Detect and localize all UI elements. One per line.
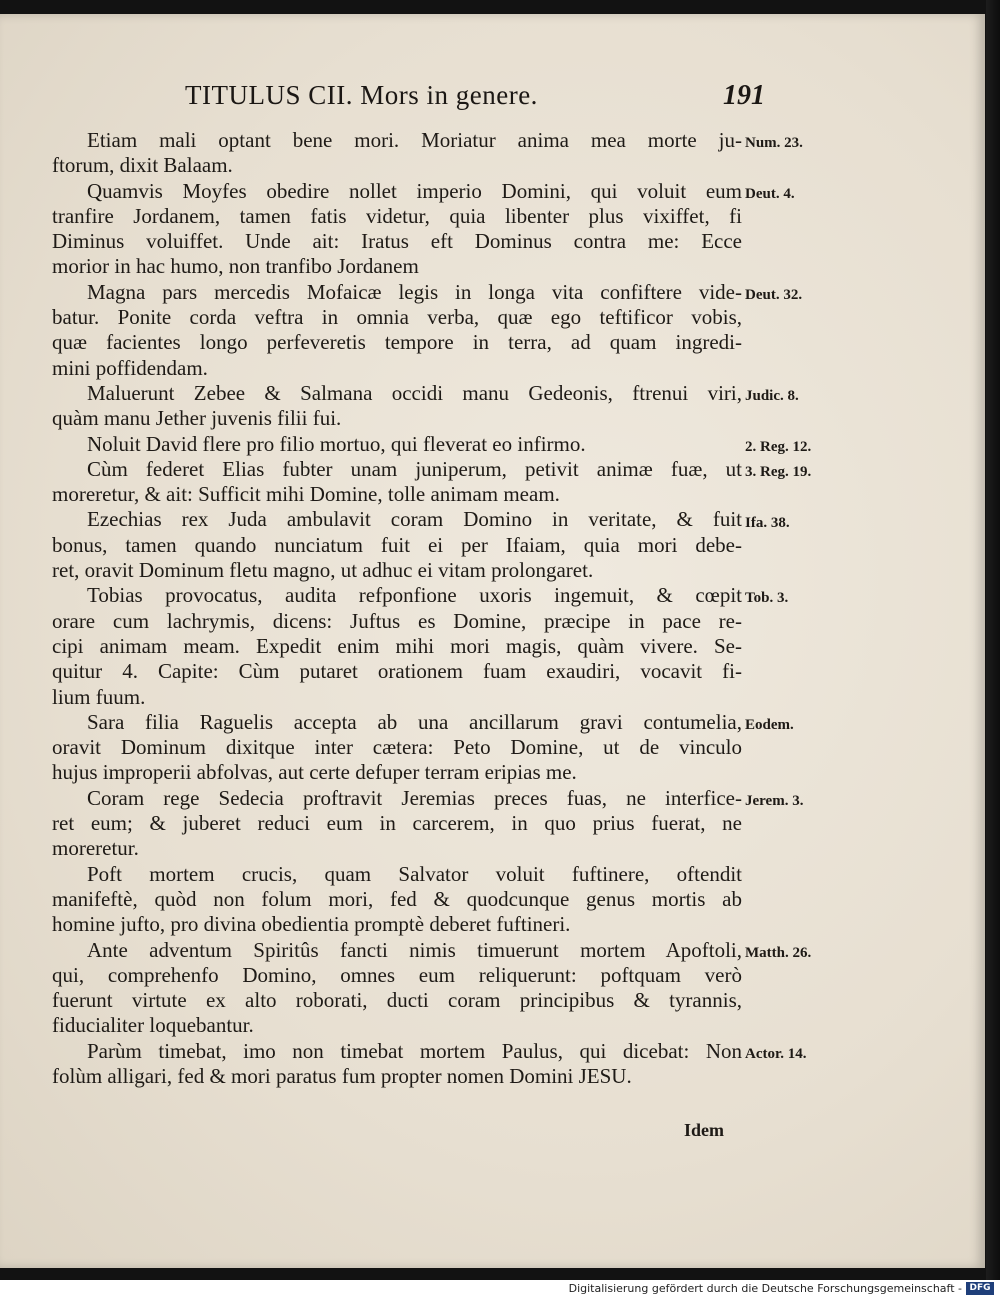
text-line: Etiam mali optant bene mori. Moriatur anima mea morte ju-	[87, 128, 742, 152]
text-line: Maluerunt Zebee & Salmana occidi manu Gedeonis, ftrenui viri,	[87, 380, 742, 405]
text-line: Ante adventum Spiritûs fancti nimis timuerunt mortem Apoftoli,	[87, 937, 742, 962]
paragraph	[52, 1039, 742, 1090]
text-line: quitur 4. Capite: Cùm putaret orationem fuam exaudiri, vocavit fi-	[52, 659, 742, 684]
text-body	[52, 128, 812, 1089]
text-line: batur. Ponite corda veftra in omnia verba, quæ ego teftificor vobis,	[52, 305, 742, 330]
paragraph	[52, 583, 742, 709]
text-line: Cùm federet Elias fubter unam juniperum, petivit animæ fuæ, ut	[87, 456, 742, 481]
paragraph	[52, 128, 742, 179]
margin-note: 2. Reg. 12.	[745, 438, 812, 455]
dfg-logo: DFG	[966, 1282, 994, 1295]
text-line: manifeftè, quòd non folum mori, fed & quodcunque genus mortis ab	[52, 886, 742, 911]
text-line: ret, oravit Dominum fletu magno, ut adhuc ei vitam prolongaret.	[52, 558, 594, 583]
text-line: moreretur.	[52, 836, 139, 861]
text-line: morior in hac humo, non tranfibo Jordanem	[52, 254, 419, 279]
paragraph	[52, 179, 742, 280]
text-line: oravit Dominum dixitque inter cætera: Peto Domine, ut de vinculo	[52, 735, 742, 760]
text-line: ret eum; & juberet reduci eum in carcerem, in quo prius fuerat, ne	[52, 811, 742, 836]
margin-note: Jerem. 3.	[745, 792, 804, 809]
paragraph	[52, 381, 742, 432]
book-spine	[986, 0, 1000, 1280]
text-line: fiducialiter loquebantur.	[52, 1013, 254, 1038]
paragraph	[52, 710, 742, 786]
paragraph	[52, 862, 742, 938]
text-line: mini poffidendam.	[52, 355, 208, 380]
text-line: Sara filia Raguelis accepta ab una ancillarum gravi contumelia,	[87, 709, 742, 734]
text-line: bonus, tamen quando nunciatum fuit ei per Ifaiam, quia mori debe-	[52, 532, 742, 557]
paragraph	[52, 457, 742, 508]
margin-note: Ifa. 38.	[745, 514, 790, 531]
text-line: homine jufto, pro divina obedientia promptè deberet fuftineri.	[52, 912, 571, 937]
funding-credit: Digitalisierung gefördert durch die Deutsche Forschungsgemeinschaft -	[568, 1282, 962, 1295]
margin-note: Deut. 4.	[745, 185, 795, 202]
text-line: cipi animam meam. Expedit enim mihi mori magis, quàm vivere. Se-	[52, 633, 742, 658]
text-line: fuerunt virtute ex alto roborati, ducti coram principibus & tyrannis,	[52, 988, 742, 1013]
margin-note: Judic. 8.	[745, 388, 799, 404]
text-line: Poft mortem crucis, quam Salvator voluit fuftinere, oftendit	[87, 861, 742, 886]
margin-note: Deut. 32.	[745, 286, 803, 303]
text-line: lium fuum.	[52, 684, 146, 709]
text-line: ftorum, dixit Balaam.	[52, 153, 233, 178]
margin-note: Tob. 3.	[745, 590, 789, 607]
text-line: hujus improperii abfolvas, aut certe defuper terram eripias me.	[52, 760, 577, 785]
text-line: Noluit David flere pro filio mortuo, qui fleverat eo infirmo.	[87, 431, 586, 456]
running-title: TITULUS CII. Mors in genere.	[185, 80, 538, 110]
margin-note: Matth. 26.	[745, 944, 812, 961]
paragraph	[52, 938, 742, 1039]
text-line: Ezechias rex Juda ambulavit coram Domino in veritate, & fuit	[87, 507, 742, 532]
margin-note: Actor. 14.	[745, 1045, 807, 1062]
page-number: 191	[723, 80, 765, 111]
paragraph	[52, 786, 742, 862]
text-line: orare cum lachrymis, dicens: Juftus es Domine, præcipe in pace re-	[52, 608, 742, 633]
catchword: Idem	[684, 1120, 724, 1140]
paragraph	[52, 507, 742, 583]
text-line: tranfire Jordanem, tamen fatis videtur, quia libenter plus vixiffet, fi	[52, 203, 742, 228]
text-line: qui, comprehenfo Domino, omnes eum reliquerunt: poftquam verò	[52, 962, 742, 987]
text-line: Quamvis Moyfes obedire nollet imperio Domini, qui voluit eum	[87, 178, 742, 203]
text-line: Tobias provocatus, audita refponfione uxoris ingemuit, & cœpit	[87, 583, 742, 608]
footer-bar	[0, 1280, 1000, 1298]
margin-note: 3. Reg. 19.	[745, 463, 812, 480]
paragraph	[52, 280, 742, 381]
margin-note: Eodem.	[745, 716, 794, 733]
running-header	[185, 80, 765, 120]
paragraph	[52, 432, 742, 457]
text-line: quæ facientes longo perfeveretis tempore in terra, ad quam ingredi-	[52, 330, 742, 355]
text-line: folùm alligari, fed & mori paratus fum propter nomen Domini JESU.	[52, 1063, 632, 1088]
text-line: Coram rege Sedecia proftravit Jeremias preces fuas, ne interfice-	[87, 785, 742, 810]
text-line: moreretur, & ait: Sufficit mihi Domine, tolle animam meam.	[52, 482, 560, 507]
text-line: quàm manu Jether juvenis filii fui.	[52, 406, 342, 431]
text-line: Magna pars mercedis Mofaicæ legis in longa vita confiftere vide-	[87, 279, 742, 304]
text-line: Diminus voluiffet. Unde ait: Iratus eft Dominus contra me: Ecce	[52, 229, 742, 254]
margin-note: Num. 23.	[745, 135, 803, 151]
text-line: Parùm timebat, imo non timebat mortem Paulus, qui dicebat: Non	[87, 1038, 742, 1063]
